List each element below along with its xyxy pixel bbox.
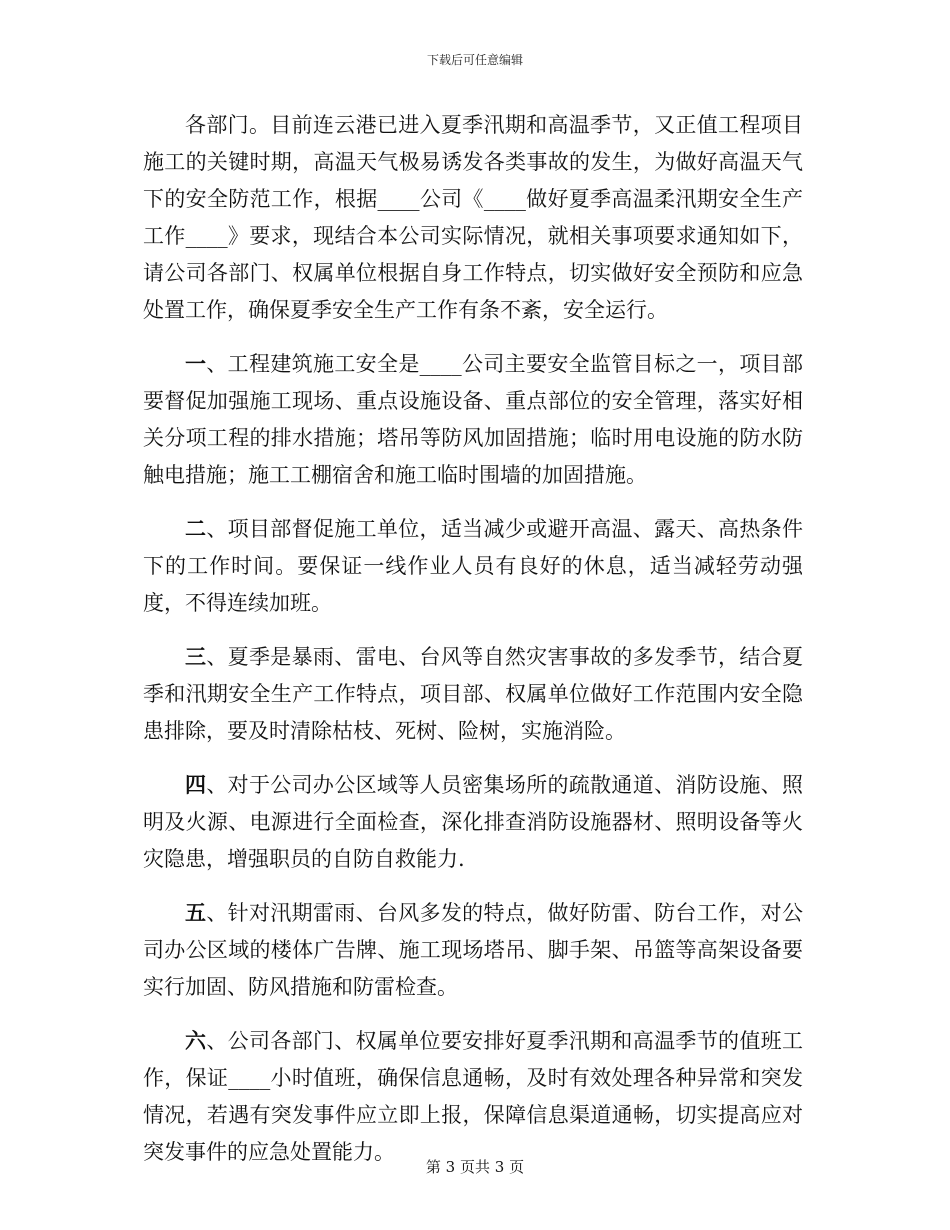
paragraph-text: 各部门。目前连云港已进入夏季汛期和高温季节，又正值工程项目施工的关键时期，高温天气极易诱发各类事故的发生，为做好高温天气下的安全防范工作，根据____公司《____做好夏季高温柔汛期安全生产工作____》要求，现结合本公司实际情况，就相关事项要求通知如下，请公司各部门、权属单位根据自身工作特点，切实做好安全预防和应急处置工作，确保夏季安全生产工作有条不紊，安全运行。	[143, 113, 803, 322]
paragraph-item-2	[143, 510, 803, 622]
paragraph-lead: 一	[185, 351, 207, 376]
paragraph-item-5	[143, 894, 803, 1006]
paragraph-lead: 三	[185, 644, 207, 669]
paragraph-text: 、公司各部门、权属单位要安排好夏季汛期和高温季节的值班工作，保证____小时值班，确保信息通畅，及时有效处理各种异常和突发情况，若遇有突发事件应立即上报，保障信息渠道通畅，切实提高应对突发事件的应急处置能力。	[143, 1029, 804, 1164]
page-header	[0, 52, 950, 68]
page-number: 第 3 页共 3 页	[425, 1158, 525, 1176]
document-body	[143, 106, 803, 1187]
paragraph-text: 、对于公司办公区域等人员密集场所的疏散通道、消防设施、照明及火源、电源进行全面检查，深化排查消防设施器材、照明设备等火灾隐患，增强职员的自防自救能力.	[143, 773, 804, 871]
paragraph-item-1	[143, 345, 803, 494]
paragraph-item-3	[143, 638, 803, 750]
paragraph-text: 、针对汛期雷雨、台风多发的特点，做好防雷、防台工作，对公司办公区域的楼体广告牌、施工现场塔吊、脚手架、吊篮等高架设备要实行加固、防风措施和防雷检查。	[143, 901, 804, 999]
page-footer	[0, 1157, 950, 1177]
paragraph-item-6	[143, 1022, 803, 1171]
paragraph-item-4	[143, 766, 803, 878]
paragraph-text: 、工程建筑施工安全是____公司主要安全监管目标之一，项目部要督促加强施工现场、重点设施设备、重点部位的安全管理，落实好相关分项工程的排水措施；塔吊等防风加固措施；临时用电设施的防水防触电措施；施工工棚宿舍和施工临时围墙的加固措施。	[143, 352, 804, 487]
paragraph-lead: 二	[185, 516, 207, 541]
paragraph-text: 、夏季是暴雨、雷电、台风等自然灾害事故的多发季节，结合夏季和汛期安全生产工作特点，项目部、权属单位做好工作范围内安全隐患排除，要及时清除枯枝、死树、险树，实施消险。	[143, 645, 804, 743]
paragraph-lead: 四	[185, 772, 207, 797]
paragraph-lead: 五	[185, 900, 207, 925]
header-note: 下载后可任意编辑	[426, 53, 523, 67]
paragraph-lead: 六	[185, 1028, 207, 1053]
paragraph-text: 、项目部督促施工单位，适当减少或避开高温、露天、高热条件下的工作时间。要保证一线作业人员有良好的休息，适当减轻劳动强度，不得连续加班。	[143, 517, 804, 615]
paragraph-intro	[143, 106, 803, 329]
